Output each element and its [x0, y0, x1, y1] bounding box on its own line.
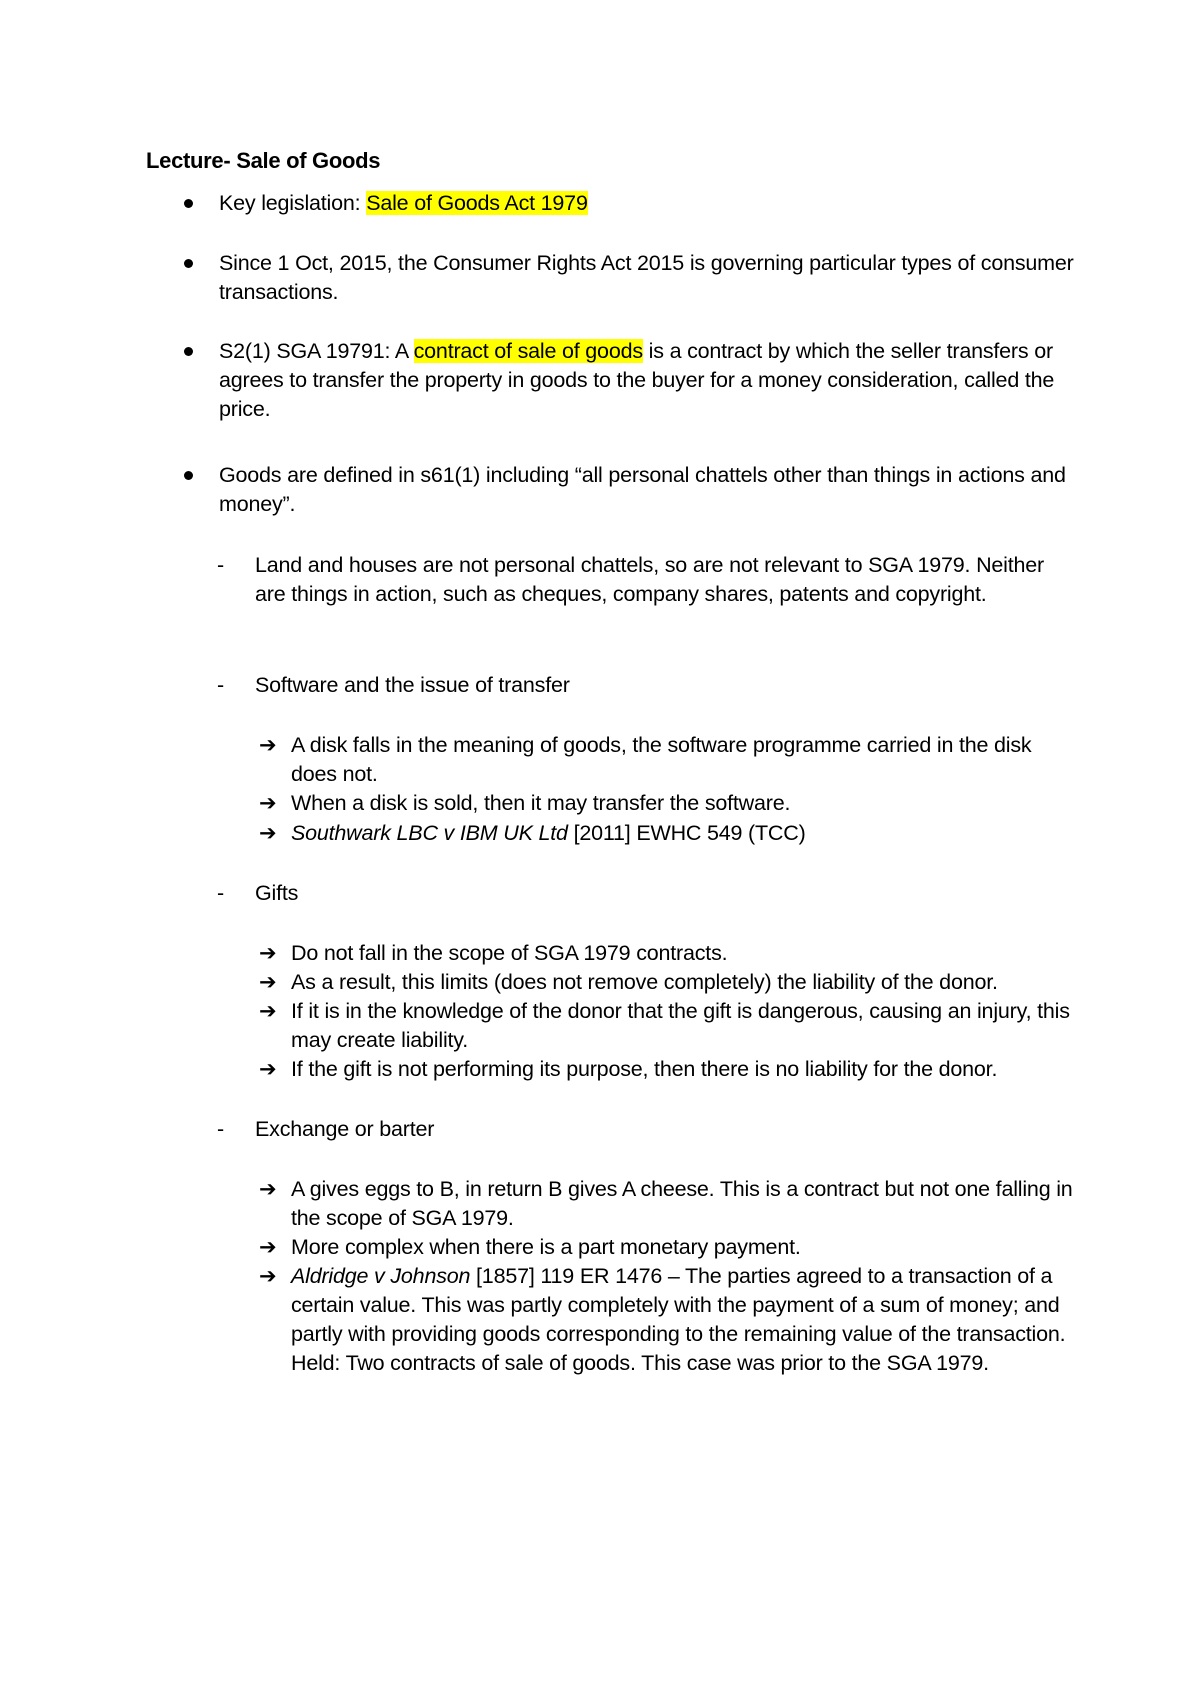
dash-text: Land and houses are not personal chattels, so are not relevant to SGA 1979. Neither are things in action, such as cheques, company shares, patents and copyright.	[255, 553, 1044, 606]
bullet-icon	[184, 199, 193, 208]
document-title: Lecture- Sale of Goods	[146, 148, 381, 173]
bullet-text: S2(1) SGA 19791: A contract of sale of goods is a contract by which the seller transfers or agrees to transfer the property in goods to the buyer for a money consideration, called the price.	[219, 339, 1055, 421]
bullet-icon	[184, 347, 193, 356]
bullet-icon	[184, 471, 193, 480]
highlighted-text: Sale of Goods Act 1979	[366, 191, 588, 215]
arrow-text: More complex when there is a part monetary payment.	[291, 1235, 801, 1259]
arrow-text: Southwark LBC v IBM UK Ltd [2011] EWHC 549 (TCC)	[291, 821, 806, 845]
right-arrow-icon: ➔	[259, 1177, 277, 1201]
arrow-text: When a disk is sold, then it may transfer the software.	[291, 791, 791, 815]
right-arrow-icon: ➔	[259, 941, 277, 965]
bullet-text: Goods are defined in s61(1) including “all personal chattels other than things in actions and money”.	[219, 463, 1066, 516]
right-arrow-icon: ➔	[259, 821, 277, 845]
bullet-icon	[184, 259, 193, 268]
arrow-text: If the gift is not performing its purpose, then there is no liability for the donor.	[291, 1057, 998, 1081]
arrow-text: If it is in the knowledge of the donor that the gift is dangerous, causing an injury, this may create liability.	[291, 999, 1070, 1052]
case-name: Southwark LBC v IBM UK Ltd	[291, 821, 568, 845]
arrow-text: A disk falls in the meaning of goods, the software programme carried in the disk does not.	[291, 733, 1032, 786]
arrow-text: Do not fall in the scope of SGA 1979 contracts.	[291, 941, 728, 965]
right-arrow-icon: ➔	[259, 733, 277, 757]
arrow-text: A gives eggs to B, in return B gives A cheese. This is a contract but not one falling in the scope of SGA 1979.	[291, 1177, 1073, 1230]
dash-text: Gifts	[255, 881, 299, 905]
dash-text: Software and the issue of transfer	[255, 673, 570, 697]
right-arrow-icon: ➔	[259, 1057, 277, 1081]
right-arrow-icon: ➔	[259, 1264, 277, 1288]
highlighted-text: contract of sale of goods	[413, 339, 643, 363]
right-arrow-icon: ➔	[259, 999, 277, 1023]
dash-icon: -	[217, 1117, 224, 1141]
arrow-text: Aldridge v Johnson [1857] 119 ER 1476 – The parties agreed to a transaction of a certain value. This was partly completely with the payment of a sum of money; and partly with providing goods corresponding to the remaining value of the transaction. Held: Two contracts of sale of goods. This case was prior to the SGA 1979.	[291, 1264, 1066, 1375]
dash-icon: -	[217, 553, 224, 577]
bullet-text: Since 1 Oct, 2015, the Consumer Rights Act 2015 is governing particular types of consumer transactions.	[219, 251, 1074, 304]
right-arrow-icon: ➔	[259, 970, 277, 994]
dash-text: Exchange or barter	[255, 1117, 435, 1141]
dash-icon: -	[217, 673, 224, 697]
arrow-text: As a result, this limits (does not remove completely) the liability of the donor.	[291, 970, 998, 994]
dash-icon: -	[217, 881, 224, 905]
bullet-text: Key legislation: Sale of Goods Act 1979	[219, 191, 588, 215]
case-name: Aldridge v Johnson	[291, 1264, 471, 1288]
right-arrow-icon: ➔	[259, 791, 277, 815]
right-arrow-icon: ➔	[259, 1235, 277, 1259]
